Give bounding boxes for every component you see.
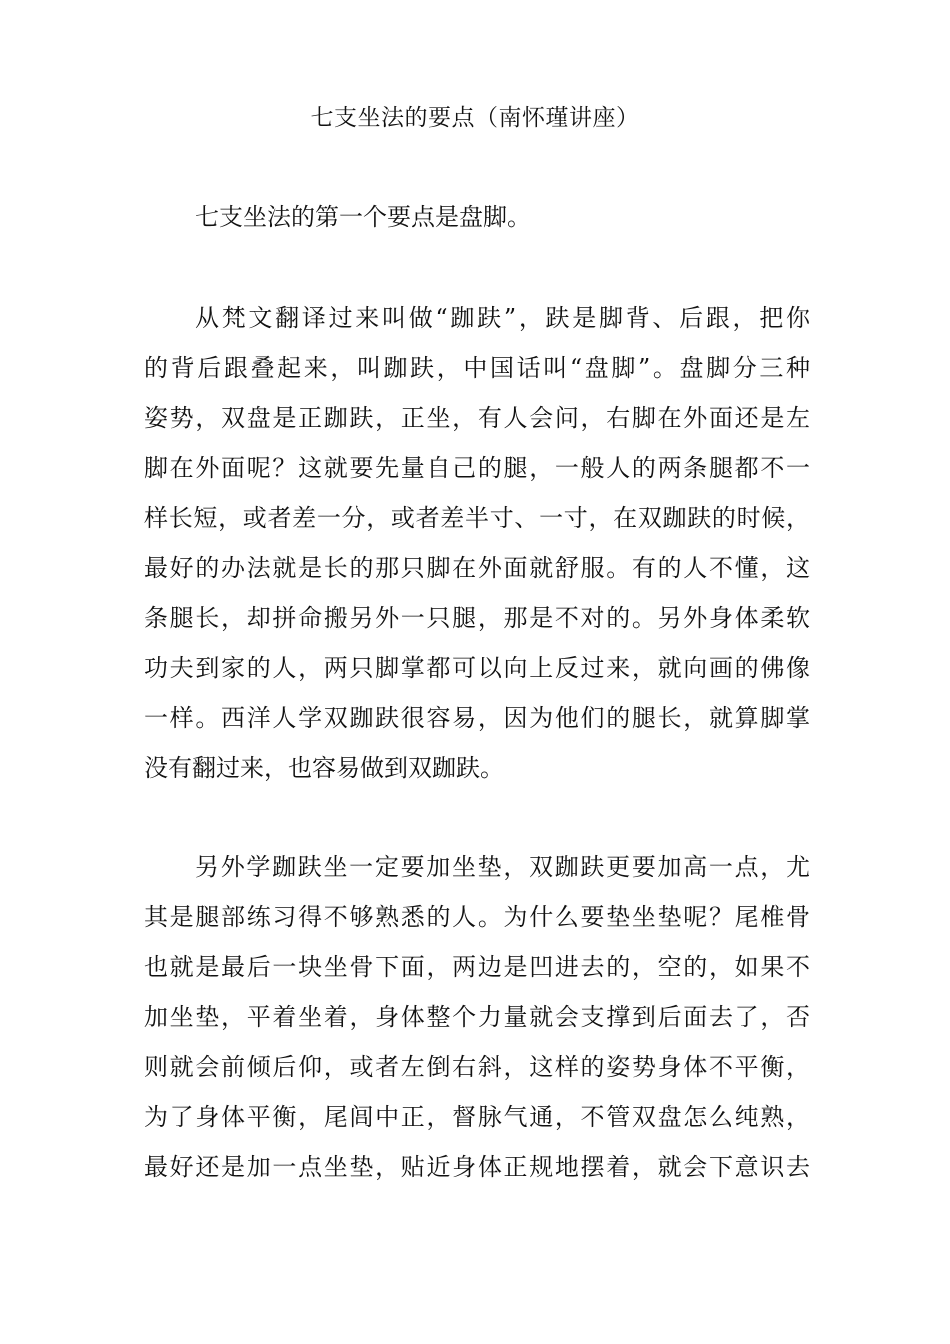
- paragraph-2-line-8: 功夫到家的人，两只脚掌都可以向上反过来，就向画的佛像: [144, 654, 810, 682]
- paragraph-2-line-1: 从梵文翻译过来叫做“跏趺”，趺是脚背、后跟，把你: [195, 304, 810, 332]
- paragraph-3-line-5: 则就会前倾后仰，或者左倒右斜，这样的姿势身体不平衡，: [144, 1053, 810, 1081]
- paragraph-2-line-5: 样长短，或者差一分，或者差半寸、一寸，在双跏趺的时候，: [144, 504, 810, 532]
- paragraph-3-line-6: 为了身体平衡，尾闾中正，督脉气通，不管双盘怎么纯熟，: [144, 1103, 810, 1131]
- paragraph-2-line-7: 条腿长，却拼命搬另外一只腿，那是不对的。另外身体柔软: [144, 604, 810, 632]
- paragraph-2-line-2: 的背后跟叠起来，叫跏趺，中国话叫“盘脚”。盘脚分三种: [144, 354, 810, 382]
- document-title: 七支坐法的要点（南怀瑾讲座）: [310, 105, 640, 131]
- paragraph-2-line-3: 姿势，双盘是正跏趺，正坐，有人会问，右脚在外面还是左: [144, 404, 810, 432]
- paragraph-3-line-1: 另外学跏趺坐一定要加坐垫，双跏趺更要加高一点，尤: [195, 853, 810, 881]
- paragraph-3-line-7: 最好还是加一点坐垫，贴近身体正规地摆着，就会下意识去: [144, 1153, 810, 1181]
- paragraph-3-line-3: 也就是最后一块坐骨下面，两边是凹进去的，空的，如果不: [144, 953, 810, 981]
- paragraph-3-line-2: 其是腿部练习得不够熟悉的人。为什么要垫坐垫呢？尾椎骨: [144, 903, 810, 931]
- paragraph-2-line-9: 一样。西洋人学双跏趺很容易，因为他们的腿长，就算脚掌: [144, 704, 810, 732]
- paragraph-1-line-1: 七支坐法的第一个要点是盘脚。: [195, 203, 531, 231]
- paragraph-2-line-10: 没有翻过来，也容易做到双跏趺。: [144, 754, 504, 782]
- paragraph-2-line-4: 脚在外面呢？这就要先量自己的腿，一般人的两条腿都不一: [144, 454, 810, 482]
- paragraph-2-line-6: 最好的办法就是长的那只脚在外面就舒服。有的人不懂，这: [144, 554, 810, 582]
- paragraph-3-line-4: 加坐垫，平着坐着，身体整个力量就会支撑到后面去了，否: [144, 1003, 810, 1031]
